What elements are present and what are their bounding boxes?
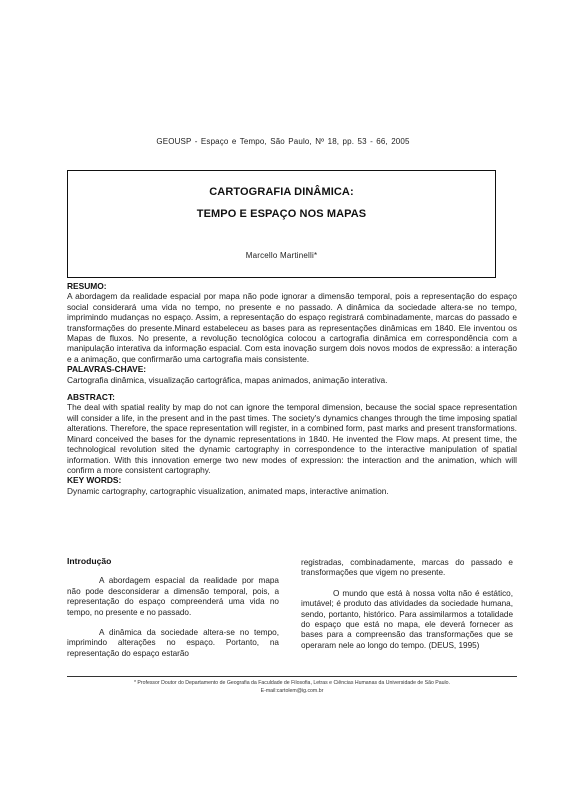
article-title-line-2: TEMPO E ESPAÇO NOS MAPAS xyxy=(196,208,367,220)
footnote-affiliation: * Professor Doutor do Departamento de Geografia da Faculdade de Filosofia, Letras e Ciências Humanas da Universidade de São Paulo. xyxy=(133,680,451,686)
author-name: Marcello Martinelli* xyxy=(245,251,318,260)
body-column-left xyxy=(67,556,279,659)
spacer xyxy=(301,579,513,589)
key-words-heading: KEY WORDS: xyxy=(67,475,122,486)
abstract-text: The deal with spatial reality by map do not can ignore the temporal dimension, because the social space representation will consider a life, in the present and in the past times. The society's dynamics changes through the time imposing spatial alterations. Therefore, the space representation will register, in a combined form, past marks and present transformations. Minard conceived the bases for the dynamic representations in 1840. He invented the Flow maps. At present time, the technological revolution sited the dynamic cartography in correspondence to the interactive manipulation of spatial information. With this innovation emerge two new modes of expression: the interaction and the animation, which will confirm a more consistent cartography. xyxy=(67,402,517,475)
resumo-heading: RESUMO: xyxy=(67,281,107,291)
body-paragraph: A abordagem espacial da realidade por mapa não pode desconsiderar a dimensão temporal, pois, a representação do espaço compreenderá uma vida no tempo, no presente e no passado. xyxy=(67,576,279,617)
footnote-divider xyxy=(67,676,517,677)
body-paragraph: A dinâmica da sociedade altera-se no tempo, imprimindo alterações no espaço. Portanto, na representação do espaço estarão xyxy=(67,628,279,658)
running-head: GEOUSP - Espaço e Tempo, São Paulo, Nº 18, pp. 53 - 66, 2005 xyxy=(156,137,410,146)
body-paragraph: O mundo que está à nossa volta não é estático, imutável; é produto das atividades da sociedade humana, sendo, portanto, histórico. Para assimilarmos a totalidade do espaço que está no mapa, ele deverá fornecer as bases para a compreensão das transformações que se operaram nele ao longo do tempo. (DEUS, 1995) xyxy=(301,588,513,650)
key-words-text: Dynamic cartography, cartographic visualization, animated maps, interactive animation. xyxy=(67,485,389,496)
body-column-right xyxy=(301,558,513,651)
article-title-line-1: CARTOGRAFIA DINÂMICA: xyxy=(209,186,354,198)
palavras-chave-heading: PALAVRAS-CHAVE: xyxy=(67,364,147,375)
resumo-text: A abordagem da realidade espacial por mapa não pode ignorar a dimensão temporal, pois a representação do espaço social considerará uma vida no tempo, no presente e no passado. A dinâmica da sociedade altera-se no tempo, imprimindo mudanças no espaço. Assim, a representação do espaço registrará combinadamente, marcas do passado e transformações do presente.Minard estabeleceu as bases para as representações dinâmicas em 1840. Ele inventou os Mapas de fluxos. No presente, a revolução tecnológica colocou a cartografia dinâmica em correspondência com a manipulação interativa da informação espacial. Com esta inovação surgem dois novos modos de expressão: a interação e a animação, que confirmarão uma cartografia mais consistente. xyxy=(67,291,517,364)
footnote-email: E-mail:cartolem@ig.com.br xyxy=(260,687,324,694)
body-paragraph: registradas, combinadamente, marcas do passado e transformações que vigem no presente. xyxy=(301,558,513,578)
palavras-chave-text: Cartografia dinâmica, visualização cartográfica, mapas animados, animação interativa. xyxy=(67,374,388,385)
section-title-introducao: Introdução xyxy=(67,556,112,566)
abstract-heading: ABSTRACT: xyxy=(67,392,115,403)
abstracts-block xyxy=(67,281,517,496)
footnote xyxy=(67,680,517,695)
spacer xyxy=(67,385,517,392)
spacer xyxy=(67,618,279,628)
title-box xyxy=(67,170,496,278)
